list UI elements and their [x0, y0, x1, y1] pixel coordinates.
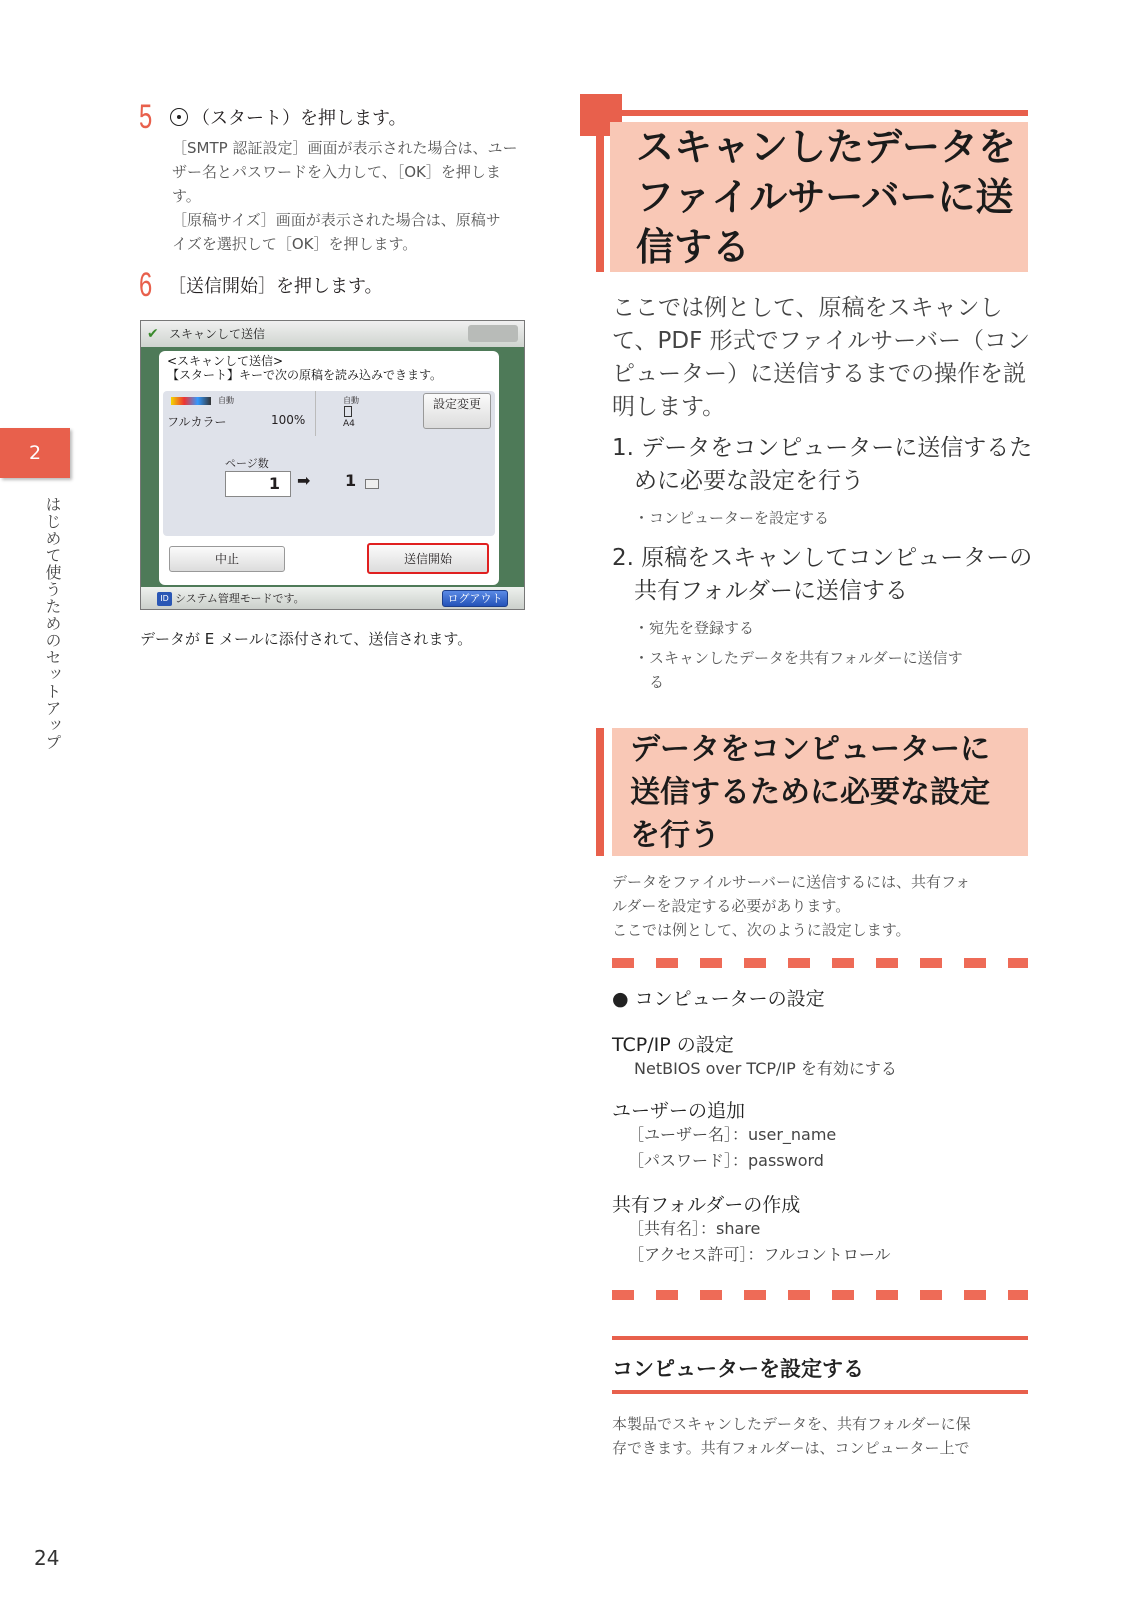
- step-5-notes: ［SMTP 認証設定］画面が表示された場合は、ユー ザー名とパスワードを入力して、［OK］を押しま す。 ［原稿サイズ］画面が表示された場合は、原稿サ イズを選択して［OK］を押します。: [172, 139, 518, 253]
- dashed-divider: [612, 1290, 1028, 1300]
- color-icon: [171, 397, 211, 405]
- list-item-2: 2. 原稿をスキャンしてコンピューターの 共有フォルダーに送信する: [612, 545, 1033, 604]
- start-key-icon: [170, 108, 188, 126]
- subsection-heading: コンピューターを設定する: [612, 1357, 864, 1381]
- logout-button[interactable]: ログアウト: [442, 590, 508, 607]
- color-mode: フルカラー: [167, 415, 227, 429]
- document-icon: [365, 479, 379, 489]
- step-5-number: 5: [139, 98, 153, 136]
- settings-change-button[interactable]: 設定変更: [423, 393, 491, 429]
- id-icon: ID: [157, 592, 172, 606]
- bullet-item: ・宛先を登録する: [634, 619, 755, 637]
- step-5-heading: （スタート）を押します。: [170, 104, 407, 130]
- heading-bar: [596, 126, 604, 272]
- arrow-right-icon: ➡: [297, 471, 311, 490]
- cancel-button[interactable]: 中止: [169, 546, 285, 572]
- dialog-message: <スキャンして送信> 【スタート】キーで次の原稿を読み込みできます。: [167, 354, 443, 382]
- h2-bar: [596, 728, 604, 856]
- main-heading: スキャンしたデータを ファイルサーバーに送 信する: [636, 125, 1017, 269]
- bullet-item: ・コンピューターを設定する: [634, 509, 830, 527]
- page-count-field[interactable]: 1: [225, 471, 291, 497]
- tcp-value: NetBIOS over TCP/IP を有効にする: [634, 1059, 897, 1078]
- section-description: データをファイルサーバーに送信するには、共有フォ ルダーを設定する必要があります。 ここでは例として、次のように設定します。: [612, 873, 971, 939]
- box-title: ● コンピューターの設定: [612, 988, 825, 1010]
- start-send-button[interactable]: 送信開始: [367, 543, 489, 574]
- step-6-number: 6: [139, 266, 153, 304]
- intro-text: ここでは例として、原稿をスキャンし て、PDF 形式でファイルサーバー（コン ピューター）に送信するまでの操作を説 明します。: [612, 295, 1031, 420]
- h3-rule-bottom: [612, 1390, 1028, 1394]
- paper-icon: [344, 406, 352, 417]
- chapter-tab: 2: [0, 428, 70, 478]
- status-text: システム管理モードです。: [175, 592, 305, 605]
- send-icon: ✔: [147, 326, 159, 342]
- user-title: ユーザーの追加: [612, 1100, 746, 1122]
- zoom-value: 100%: [271, 413, 306, 427]
- dashed-divider: [612, 958, 1028, 968]
- h3-rule-top: [612, 1336, 1028, 1340]
- paper-size: A4: [343, 419, 355, 429]
- pages-sent: 1: [345, 471, 357, 490]
- settings-panel: 自動 フルカラー 100% 自動 A4 設定変更 ページ数 1 ➡ 1: [163, 391, 495, 536]
- share-values: ［共有名］：share ［アクセス許可］：フルコントロール: [628, 1219, 891, 1264]
- status-indicator: [468, 325, 518, 342]
- chapter-title: はじめて使うためのセットアップ: [43, 496, 62, 751]
- screen-statusbar: [141, 587, 525, 610]
- user-values: ［ユーザー名］：user_name ［パスワード］：password: [628, 1125, 837, 1170]
- device-screenshot: [140, 320, 525, 610]
- screen-titlebar: ✔ スキャンして送信: [141, 321, 525, 347]
- share-title: 共有フォルダーの作成: [612, 1194, 801, 1216]
- subsection-text: 本製品でスキャンしたデータを、共有フォルダーに保 存できます。共有フォルダーは、コンピューター上で: [612, 1415, 971, 1457]
- section-heading: データをコンピューターに 送信するために必要な設定 を行う: [630, 732, 990, 853]
- page-count-label: ページ数: [225, 457, 269, 470]
- tcp-title: TCP/IP の設定: [612, 1034, 734, 1056]
- page-number: 24: [34, 1546, 60, 1570]
- caption: データが E メールに添付されて、送信されます。: [140, 630, 473, 648]
- list-item-1: 1. データをコンピューターに送信するた めに必要な設定を行う: [612, 435, 1033, 494]
- heading-rule: [608, 110, 1028, 116]
- scan-dialog: [159, 351, 499, 585]
- step-6-heading: ［送信開始］を押します。: [168, 276, 383, 297]
- bullet-item: ・スキャンしたデータを共有フォルダーに送信す る: [634, 649, 963, 691]
